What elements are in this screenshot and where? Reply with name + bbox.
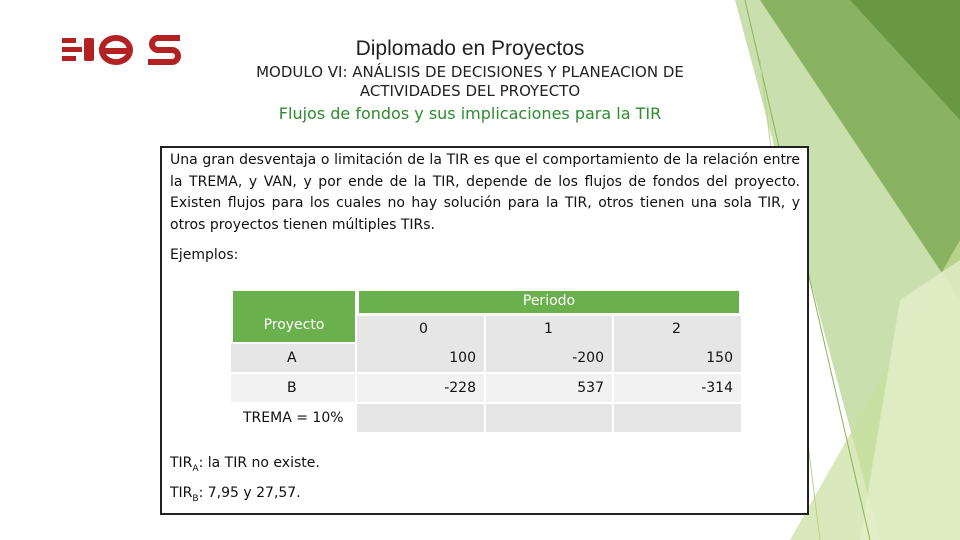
- proyecto-header: Proyecto: [263, 317, 325, 333]
- table-cell: [614, 374, 741, 404]
- cash-flow-value: -200: [572, 350, 604, 366]
- tir-b-prefix: TIR: [170, 485, 193, 501]
- table-cell: [486, 374, 614, 404]
- tir-b-text: : 7,95 y 27,57.: [198, 485, 301, 501]
- ies-logo: [62, 32, 187, 68]
- page-title: Diplomado en Proyectos: [355, 37, 585, 60]
- tir-b-subscript: B: [192, 493, 199, 504]
- period-label: 2: [672, 321, 681, 337]
- period-cell: [614, 316, 741, 344]
- project-name: A: [287, 350, 297, 366]
- project-name: B: [287, 380, 297, 396]
- trema-label: TREMA = 10%: [243, 410, 344, 426]
- trema-cell: [231, 404, 357, 432]
- module-subtitle-line2: ACTIVIDADES DEL PROYECTO: [359, 82, 581, 100]
- periodo-header: Periodo: [522, 293, 576, 309]
- body-paragraph: Una gran desventaja o limitación de la TIR es que el comportamiento de la relación entre la TREMA, y VAN, y por ende de la TIR, depende de los flujos de fondos del proyecto. Existen flujos para los cuales no hay solución para la TIR, otros tienen una sola TIR, y otros proyectos tienen múltiples TIRs.: [170, 152, 800, 233]
- proyecto-header-cell: [231, 289, 357, 344]
- period-label: 0: [419, 321, 428, 337]
- tir-b-note: [170, 485, 301, 504]
- tir-a-subscript: A: [192, 463, 199, 474]
- module-subtitle-line1: MODULO VI: ANÁLISIS DE DECISIONES Y PLANEACION DE: [256, 63, 684, 81]
- cash-flow-value: 150: [706, 350, 733, 366]
- table-cell: [357, 344, 486, 374]
- table-row-name-cell: [231, 374, 357, 404]
- table-cell: [614, 344, 741, 374]
- cash-flow-value: -228: [444, 380, 476, 396]
- table-cell: [486, 344, 614, 374]
- cash-flow-value: 537: [577, 380, 604, 396]
- period-label: 1: [544, 321, 553, 337]
- table-cell: [486, 404, 614, 432]
- cash-flow-value: -314: [701, 380, 733, 396]
- cash-flow-value: 100: [449, 350, 476, 366]
- tir-a-prefix: TIR: [170, 455, 193, 471]
- periodo-header-cell: [357, 289, 741, 315]
- period-cell: [357, 316, 486, 344]
- ejemplos-label: Ejemplos:: [170, 247, 239, 263]
- module-subtitle: [210, 63, 730, 101]
- tir-a-note: [170, 455, 320, 474]
- section-heading: Flujos de fondos y sus implicaciones para la TIR: [278, 104, 662, 123]
- period-cell: [486, 316, 614, 344]
- table-cell: [614, 404, 741, 432]
- table-cell: [357, 374, 486, 404]
- table-cell: [357, 404, 486, 432]
- table-row-name-cell: [231, 344, 357, 374]
- tir-a-text: : la TIR no existe.: [198, 455, 320, 471]
